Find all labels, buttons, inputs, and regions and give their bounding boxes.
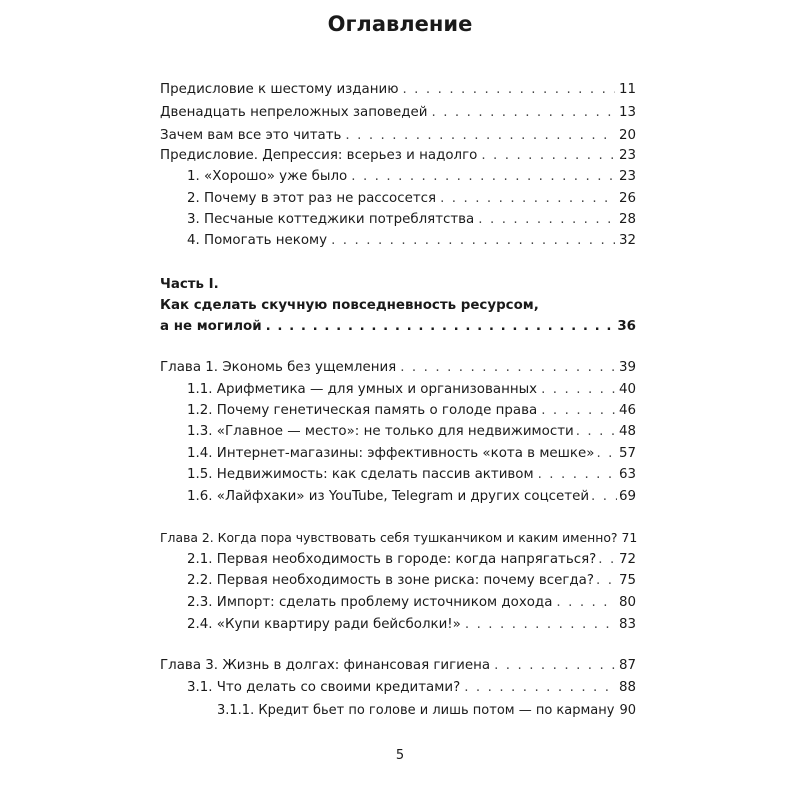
toc-entry-title: 1.1. Арифметика — для умных и организованных bbox=[187, 382, 538, 397]
toc-entry-title: Зачем вам все это читать bbox=[160, 128, 342, 143]
toc-entry[interactable] bbox=[160, 357, 636, 379]
toc-entry-title: 1. «Хорошо» уже было bbox=[187, 169, 348, 184]
dot-leader bbox=[541, 379, 615, 401]
toc-entry-title: Предисловие. Депрессия: всерьез и надолго bbox=[160, 148, 478, 163]
toc-entry[interactable] bbox=[160, 125, 636, 147]
toc-entry[interactable] bbox=[187, 614, 636, 636]
dot-leader bbox=[541, 400, 615, 422]
toc-entry[interactable] bbox=[187, 209, 636, 231]
toc-entry-page: 71 bbox=[621, 530, 638, 545]
toc-entry[interactable] bbox=[160, 79, 636, 101]
toc-entry-page: 57 bbox=[618, 446, 636, 461]
toc-entry-title: Двенадцать непреложных заповедей bbox=[160, 105, 428, 120]
toc-entry-page: 75 bbox=[618, 573, 636, 588]
toc-entry-page: 88 bbox=[618, 680, 636, 695]
toc-entry-title: 1.5. Недвижимость: как сделать пассив активом bbox=[187, 467, 534, 482]
dot-leader bbox=[351, 166, 615, 188]
toc-entry-title: 4. Помогать некому bbox=[187, 233, 328, 248]
toc-entry-title: 2.1. Первая необходимость в городе: когда напрягаться? bbox=[187, 552, 597, 567]
toc-entry[interactable] bbox=[160, 527, 636, 549]
toc-entry-title: 2. Почему в этот раз не рассосется bbox=[187, 191, 437, 206]
toc-entry-page: 72 bbox=[618, 552, 636, 567]
toc-entry-page: 39 bbox=[618, 360, 636, 375]
dot-leader bbox=[478, 209, 615, 231]
toc-entry[interactable] bbox=[187, 421, 636, 443]
toc-entry-page: 48 bbox=[618, 424, 636, 439]
toc-entry-page: 69 bbox=[618, 489, 636, 504]
toc-entry-title: 3. Песчаные коттеджики потреблятства bbox=[187, 212, 475, 227]
dot-leader bbox=[598, 549, 617, 571]
toc-entry-title: 1.6. «Лайфхаки» из YouTube, Telegram и других соцсетей bbox=[187, 489, 590, 504]
dot-leader bbox=[538, 464, 615, 486]
dot-leader bbox=[464, 677, 615, 699]
dot-leader bbox=[591, 486, 617, 508]
toc-entry[interactable] bbox=[187, 549, 636, 571]
toc-entry-page: 26 bbox=[618, 191, 636, 206]
toc-entry[interactable] bbox=[187, 464, 636, 486]
dot-leader bbox=[596, 443, 617, 465]
toc-entry[interactable] bbox=[187, 379, 636, 401]
dot-leader bbox=[345, 125, 615, 147]
toc-entry-title: 2.4. «Купи квартиру ради бейсболки!» bbox=[187, 617, 461, 632]
dot-leader bbox=[576, 421, 617, 443]
toc-entry[interactable] bbox=[160, 655, 636, 677]
toc-entry-page: 11 bbox=[618, 82, 636, 97]
dot-leader bbox=[556, 592, 615, 614]
dot-leader bbox=[400, 357, 615, 379]
toc-entry[interactable] bbox=[187, 230, 636, 252]
toc-entry-title: 3.1. Что делать со своими кредитами? bbox=[187, 680, 461, 695]
toc-entry-page: 23 bbox=[618, 169, 636, 184]
toc-entry-page: 40 bbox=[618, 382, 636, 397]
dot-leader bbox=[596, 570, 617, 592]
dot-leader bbox=[331, 230, 615, 252]
toc-entry[interactable] bbox=[160, 102, 636, 124]
dot-leader bbox=[494, 655, 615, 677]
toc-entry-title: 2.3. Импорт: сделать проблему источником дохода bbox=[187, 595, 553, 610]
toc-entry[interactable] bbox=[160, 145, 636, 167]
toc-entry[interactable] bbox=[187, 400, 636, 422]
toc-entry-title: Предисловие к шестому изданию bbox=[160, 82, 399, 97]
dot-leader bbox=[481, 145, 615, 167]
toc-entry-page: 23 bbox=[618, 148, 636, 163]
toc-entry[interactable] bbox=[187, 592, 636, 614]
toc-entry[interactable] bbox=[187, 570, 636, 592]
toc-entry-page: 46 bbox=[618, 403, 636, 418]
dot-leader bbox=[402, 79, 614, 101]
dot-leader bbox=[616, 700, 617, 722]
toc-entry-page: 83 bbox=[618, 617, 636, 632]
toc-entry-page: 90 bbox=[619, 703, 636, 718]
toc-entry-page: 87 bbox=[618, 658, 636, 673]
page-number: 5 bbox=[395, 748, 405, 763]
toc-entry-title: Глава 1. Экономь без ущемления bbox=[160, 360, 397, 375]
toc-entry-title: а не могилой bbox=[160, 319, 262, 334]
toc-entry[interactable] bbox=[217, 700, 636, 722]
toc-entry-page: 63 bbox=[618, 467, 636, 482]
toc-entry-title: Глава 2. Когда пора чувствовать себя тушканчиком и каким именно? bbox=[160, 530, 618, 545]
toc-entry-page: 32 bbox=[618, 233, 636, 248]
toc-entry-title: 1.2. Почему генетическая память о голоде права bbox=[187, 403, 538, 418]
dot-leader bbox=[266, 316, 614, 338]
toc-entry-title: Глава 3. Жизнь в долгах: финансовая гигиена bbox=[160, 658, 491, 673]
toc-entry-title: 3.1.1. Кредит бьет по голове и лишь потом — по карману bbox=[217, 703, 615, 718]
toc-entry-title: 2.2. Первая необходимость в зоне риска: почему всегда? bbox=[187, 573, 594, 588]
part-heading: Часть I. bbox=[160, 277, 219, 292]
toc-entry[interactable] bbox=[187, 188, 636, 210]
toc-entry-title: 1.3. «Главное — место»: не только для недвижимости bbox=[187, 424, 574, 439]
toc-entry-part[interactable] bbox=[160, 316, 636, 338]
dot-leader bbox=[432, 102, 615, 124]
dot-leader bbox=[440, 188, 615, 210]
toc-entry-title: 1.4. Интернет-магазины: эффективность «кота в мешке» bbox=[187, 446, 595, 461]
toc-entry-page: 80 bbox=[618, 595, 636, 610]
page-title: Оглавление bbox=[327, 12, 473, 36]
dot-leader bbox=[465, 614, 615, 636]
toc-entry[interactable] bbox=[187, 443, 636, 465]
toc-entry[interactable] bbox=[187, 166, 636, 188]
toc-entry-page: 13 bbox=[618, 105, 636, 120]
part-title: Как сделать скучную повседневность ресурсом, bbox=[160, 298, 539, 313]
toc-entry-page: 36 bbox=[617, 319, 636, 334]
toc-entry[interactable] bbox=[187, 486, 636, 508]
toc-entry-page: 28 bbox=[618, 212, 636, 227]
toc-entry-page: 20 bbox=[618, 128, 636, 143]
toc-entry[interactable] bbox=[187, 677, 636, 699]
